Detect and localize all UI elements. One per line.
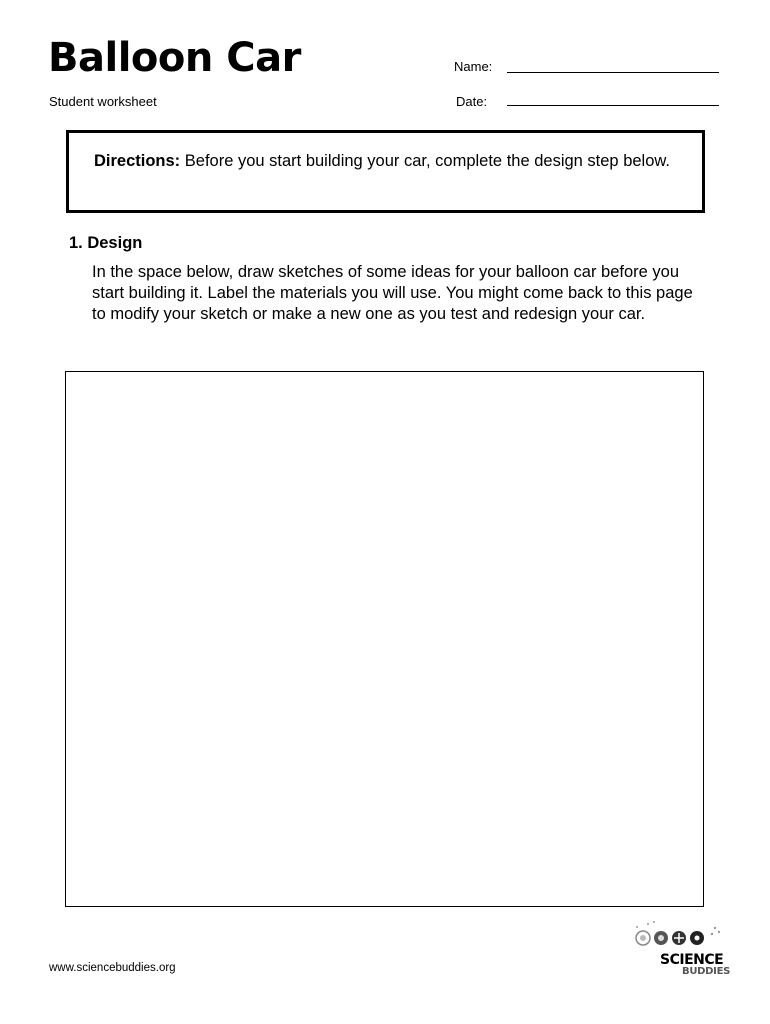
section-heading: 1. Design xyxy=(69,234,143,252)
worksheet-subtitle: Student worksheet xyxy=(49,94,157,109)
directions-label: Directions: xyxy=(94,152,181,170)
logo-text-science: SCIENCE xyxy=(660,952,724,968)
date-field[interactable] xyxy=(507,105,719,106)
footer-url: www.sciencebuddies.org xyxy=(49,962,176,974)
name-label: Name: xyxy=(454,59,493,74)
date-label: Date: xyxy=(456,94,488,109)
name-field[interactable] xyxy=(507,72,719,73)
worksheet-title: Balloon Car xyxy=(48,35,301,81)
directions-text xyxy=(94,150,684,173)
logo-text-buddies: BUDDIES xyxy=(682,966,730,977)
science-buddies-logo xyxy=(634,918,730,982)
directions-body: Before you start building your car, complete the design step below. xyxy=(180,152,670,170)
sketch-area[interactable] xyxy=(65,371,704,907)
directions-box xyxy=(66,130,705,213)
section-instructions: In the space below, draw sketches of some ideas for your balloon car before you start building it. Label the materials you will use. You might come back to this page to modify your sketch or make a new one as you test and redesign your car. xyxy=(92,263,693,323)
